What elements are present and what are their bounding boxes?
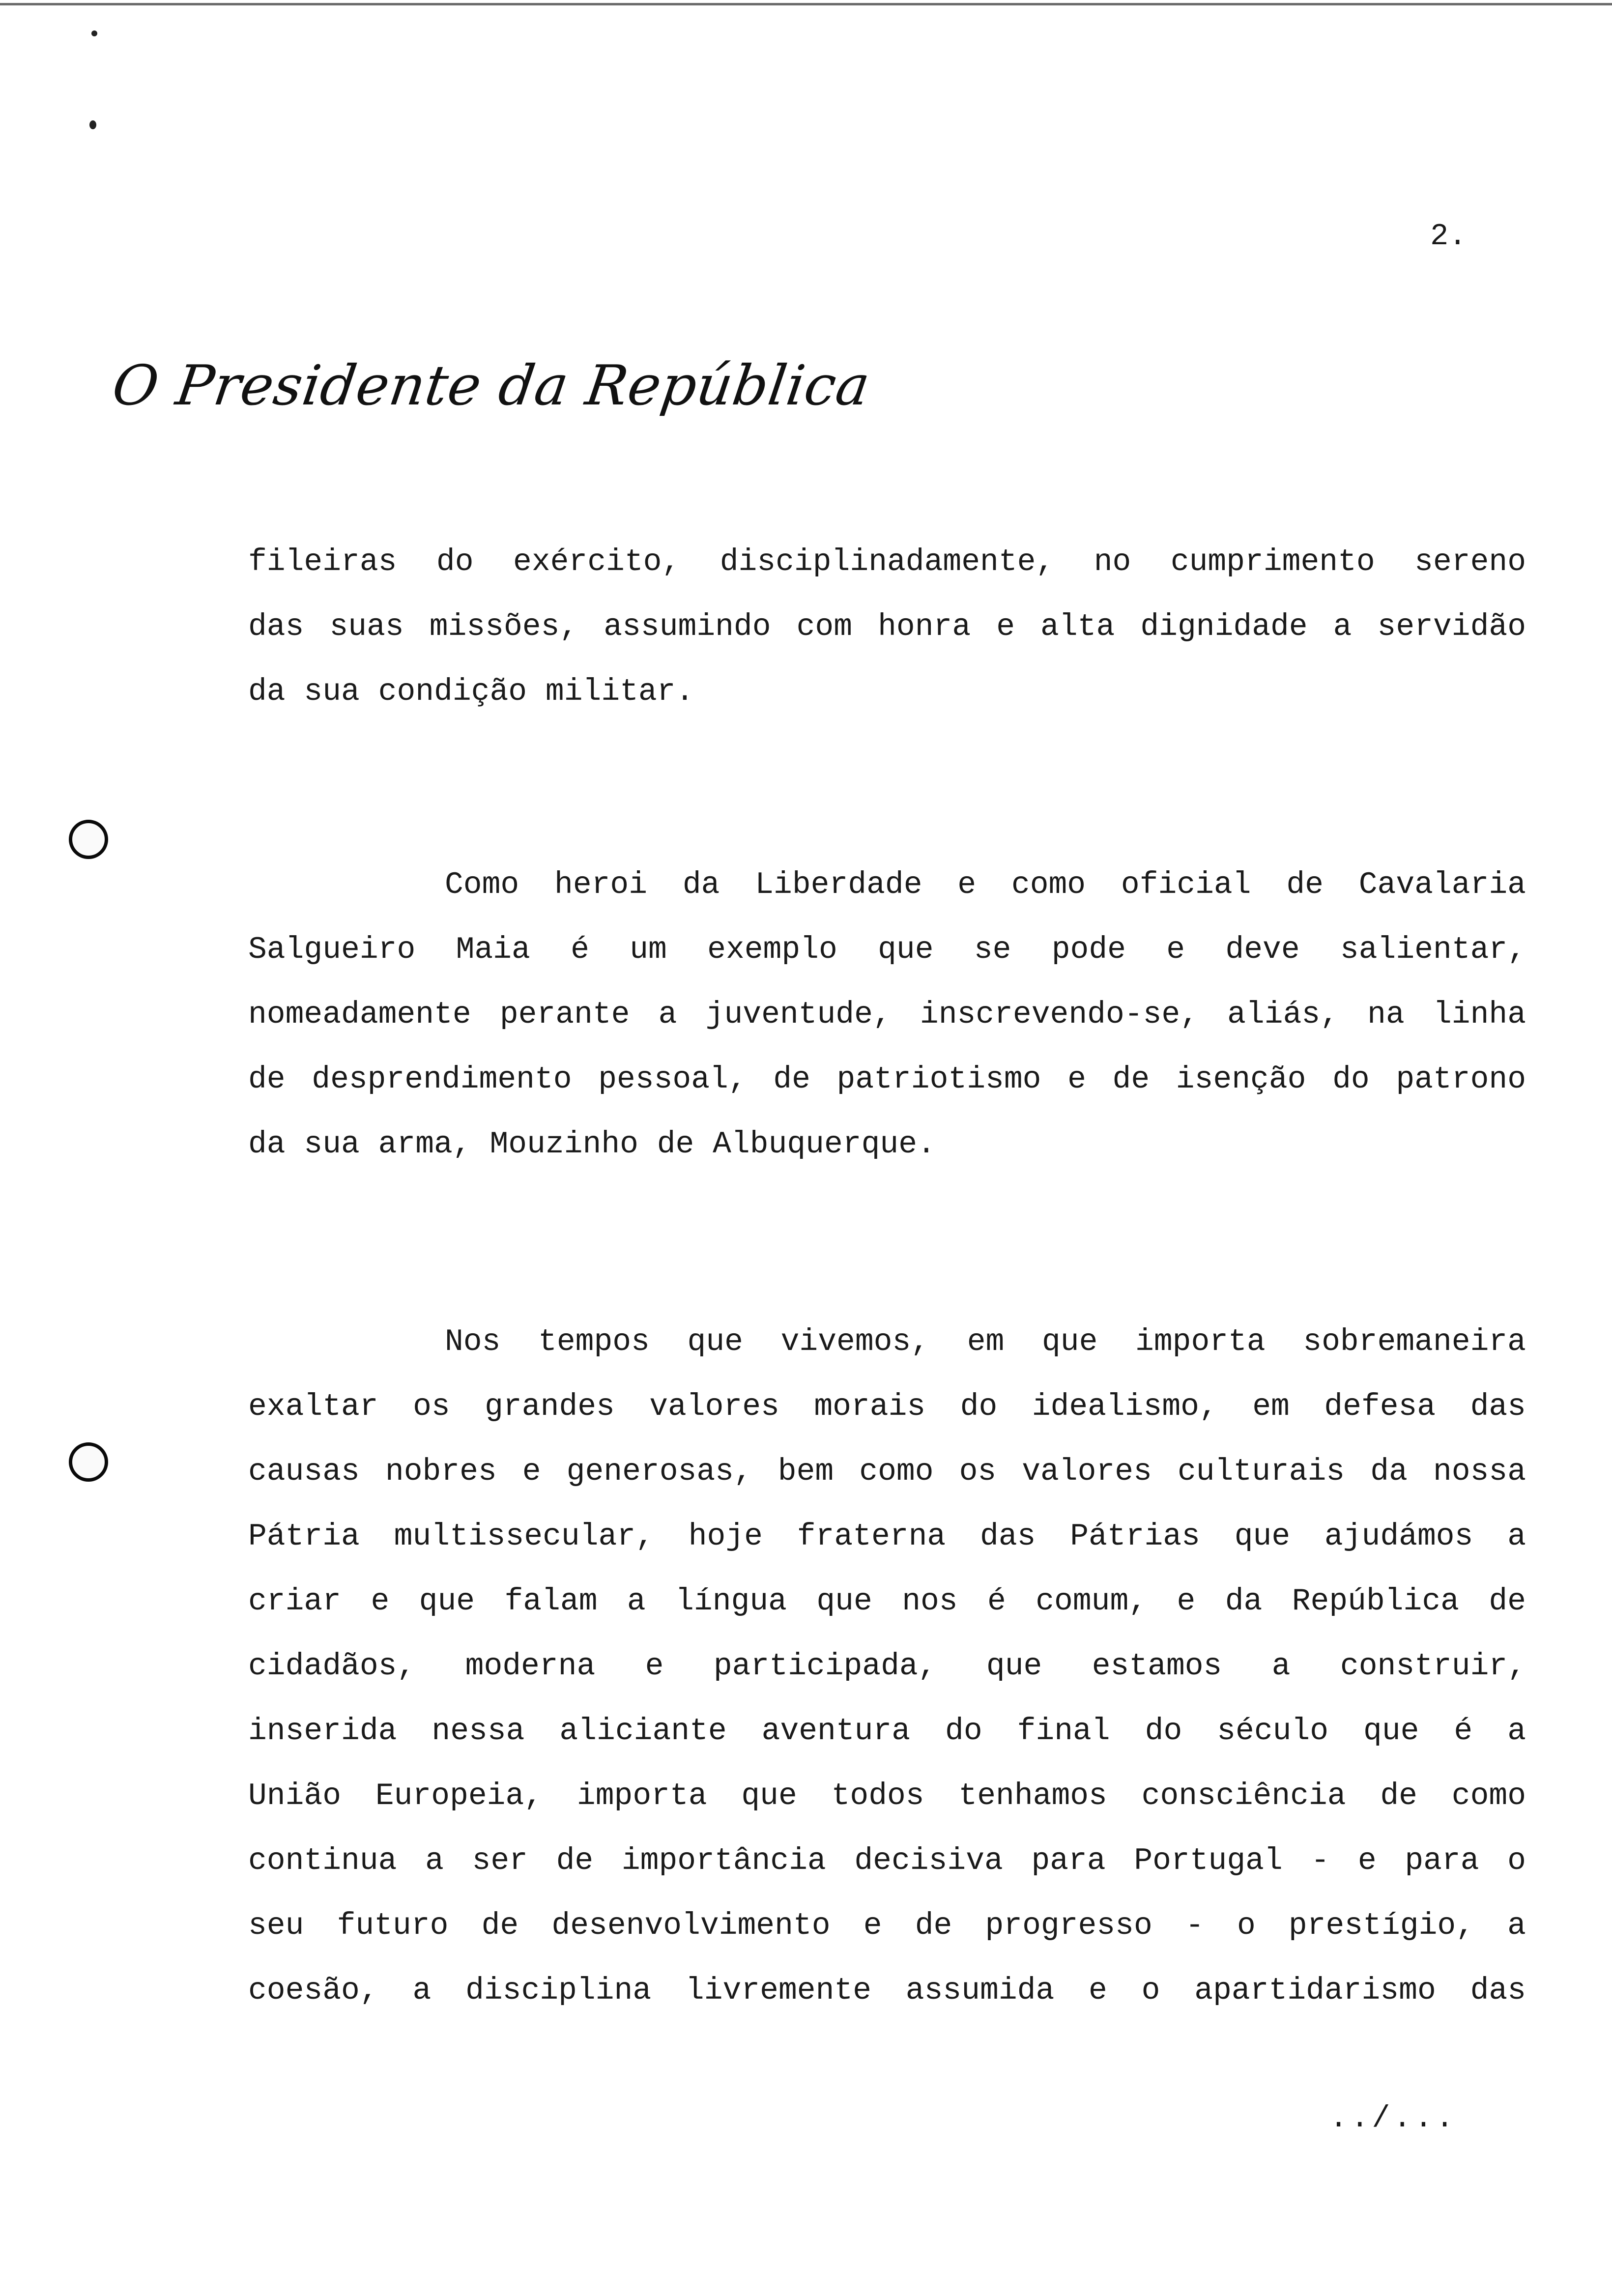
paragraph-1 bbox=[248, 530, 1526, 724]
text-line: exaltar os grandes valores morais do idealismo, em defesa das bbox=[248, 1389, 1526, 1424]
text-line: cidadãos, moderna e participada, que estamos a construir, bbox=[248, 1649, 1526, 1684]
text-line: da sua arma, Mouzinho de Albuquerque. bbox=[248, 1127, 936, 1162]
text-line: fileiras do exército, disciplinadamente, no cumprimento sereno bbox=[248, 545, 1526, 579]
text-line: Pátria multissecular, hoje fraterna das Pátrias que ajudámos a bbox=[248, 1519, 1526, 1554]
page-number: 2. bbox=[1430, 219, 1467, 254]
text-line: da sua condição militar. bbox=[248, 674, 694, 709]
text-line: Nos tempos que vivemos, em que importa sobremaneira bbox=[445, 1324, 1526, 1359]
scan-speck bbox=[89, 120, 96, 129]
text-line: Salgueiro Maia é um exemplo que se pode e deve salientar, bbox=[248, 932, 1526, 967]
text-line: seu futuro de desenvolvimento e de progresso - o prestígio, a bbox=[248, 1908, 1526, 1943]
text-line: das suas missões, assumindo com honra e alta dignidade a servidão bbox=[248, 609, 1526, 644]
punch-hole-upper bbox=[69, 820, 108, 859]
scan-speck bbox=[91, 30, 97, 36]
text-line: nomeadamente perante a juventude, inscrevendo-se, aliás, na linha bbox=[248, 997, 1526, 1032]
paragraph-2 bbox=[248, 853, 1526, 1177]
continuation-marker: ../... bbox=[1329, 2101, 1457, 2136]
text-line: inserida nessa aliciante aventura do final do século que é a bbox=[248, 1714, 1526, 1749]
letterhead-president-of-the-republic: O Presidente da República bbox=[108, 354, 874, 418]
text-line: coesão, a disciplina livremente assumida e o apartidarismo das bbox=[248, 1973, 1526, 2008]
text-line: de desprendimento pessoal, de patriotismo e de isenção do patrono bbox=[248, 1062, 1526, 1097]
scan-top-edge bbox=[0, 3, 1612, 5]
text-line: continua a ser de importância decisiva para Portugal - e para o bbox=[248, 1843, 1526, 1878]
paragraph-3 bbox=[248, 1310, 1526, 2023]
text-line: causas nobres e generosas, bem como os valores culturais da nossa bbox=[248, 1454, 1526, 1489]
text-line: criar e que falam a língua que nos é comum, e da República de bbox=[248, 1584, 1526, 1619]
punch-hole-lower bbox=[69, 1442, 108, 1482]
text-line: União Europeia, importa que todos tenhamos consciência de como bbox=[248, 1779, 1526, 1813]
text-line: Como heroi da Liberdade e como oficial de Cavalaria bbox=[445, 867, 1526, 902]
